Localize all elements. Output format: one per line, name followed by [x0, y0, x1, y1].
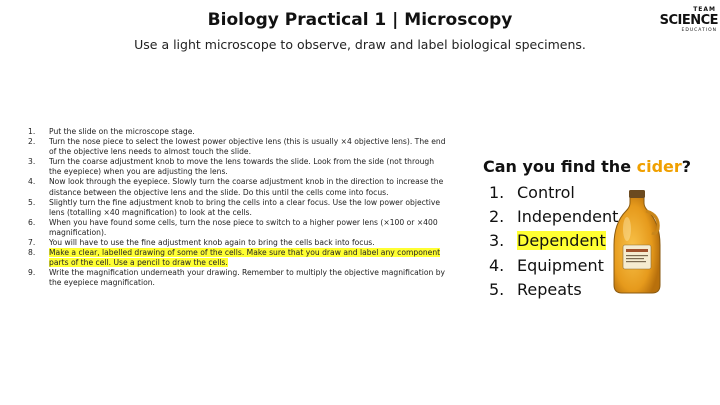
- option-label: Independent: [517, 207, 619, 227]
- method-step: [28, 268, 448, 288]
- option-item: [489, 181, 618, 205]
- step-text-highlighted: Make a clear, labelled drawing of some of the cells. Make sure that you draw and label any component parts of the cell. Use a pencil to draw the cells.: [49, 248, 441, 268]
- method-step: [28, 137, 448, 157]
- question-heading: [483, 157, 691, 176]
- step-number: 1.: [28, 127, 36, 136]
- step-text: Turn the nose piece to select the lowest power objective lens (this is usually ×4 objective lens). The end of the objective lens needs to almost touch the slide.: [49, 137, 446, 157]
- option-label-highlighted: Dependent: [517, 231, 606, 251]
- option-number: 1.: [489, 183, 505, 202]
- step-text: Slightly turn the fine adjustment knob to bring the cells into a clear focus. Use the low power objective lens (totalling ×40 magnification) to look at the cells.: [49, 197, 441, 217]
- question-prefix: Can you find the: [483, 157, 637, 176]
- option-number: 4.: [489, 255, 505, 275]
- step-number: 4.: [28, 177, 36, 187]
- method-step-highlighted: [28, 248, 448, 268]
- step-number: 6.: [28, 217, 36, 227]
- team-science-logo: [659, 6, 718, 36]
- option-item: [489, 205, 618, 229]
- method-steps-list: [28, 127, 448, 289]
- question-accent-word: cider: [636, 157, 682, 176]
- method-step: [28, 238, 448, 248]
- step-text: You will have to use the fine adjustment knob again to bring the cells back into focus.: [49, 238, 375, 248]
- option-number: 2.: [489, 207, 505, 227]
- logo-line-3: EDUCATION: [681, 28, 717, 33]
- step-number: 7.: [28, 238, 36, 248]
- method-step: [28, 218, 448, 238]
- page-title: Biology Practical 1 | Microscopy: [207, 10, 513, 30]
- step-text: Put the slide on the microscope stage.: [49, 127, 195, 136]
- step-number: 8.: [28, 248, 36, 258]
- method-step: [28, 198, 448, 218]
- option-label: Repeats: [517, 279, 582, 299]
- method-step: [28, 127, 448, 137]
- step-text: Write the magnification underneath your drawing. Remember to multiply the objective magnification by the eyepiece magnification.: [49, 268, 446, 288]
- option-number: 5.: [489, 279, 505, 299]
- cider-jug-image: [610, 189, 664, 297]
- step-number: 5.: [28, 197, 36, 207]
- option-item: [489, 254, 618, 278]
- step-text: When you have found some cells, turn the nose piece to switch to a higher power lens (×100 or ×400 magnification).: [49, 217, 438, 237]
- step-text: Turn the coarse adjustment knob to move the lens towards the slide. Look from the side (not through the eyepiece) when you are adjusting the lens.: [49, 157, 435, 177]
- page-subtitle: Use a light microscope to observe, draw and label biological specimens.: [134, 37, 586, 52]
- method-step: [28, 157, 448, 177]
- variable-options-list: [489, 181, 618, 302]
- step-number: 3.: [28, 157, 36, 167]
- step-text: Now look through the eyepiece. Slowly turn the coarse adjustment knob in the direction to increase the distance between the objective lens and the slide. Do this until the cells come into focus.: [49, 177, 444, 197]
- logo-line-1: TEAM: [693, 6, 716, 13]
- step-number: 2.: [28, 137, 36, 147]
- option-number: 3.: [489, 231, 505, 251]
- method-step: [28, 177, 448, 197]
- option-item-highlighted: [489, 229, 618, 253]
- logo-line-2: SCIENCE: [659, 13, 718, 28]
- option-item: [489, 278, 618, 302]
- step-number: 9.: [28, 268, 36, 278]
- question-suffix: ?: [681, 157, 692, 176]
- option-label: Control: [517, 183, 575, 202]
- option-label: Equipment: [517, 255, 604, 275]
